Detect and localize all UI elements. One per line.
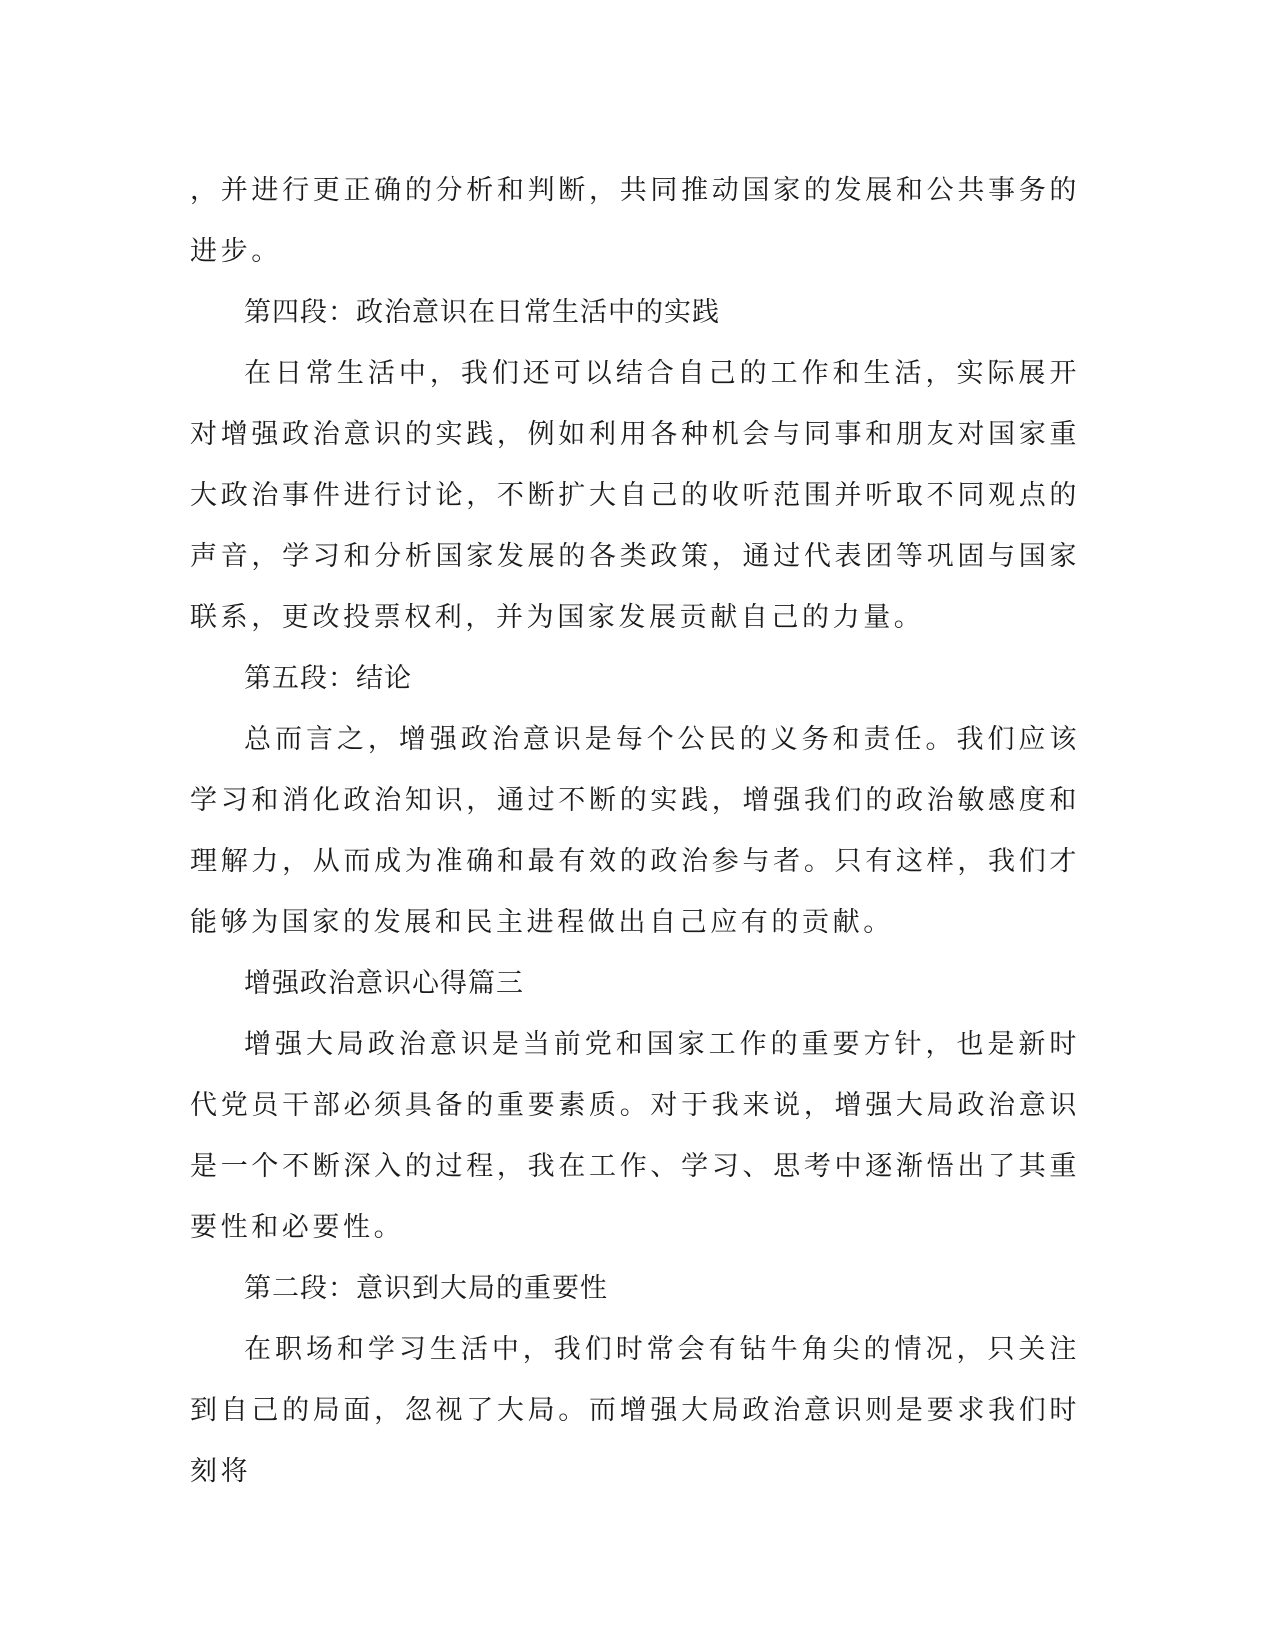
- section-heading-5: 第五段：结论: [244, 663, 412, 694]
- paragraph-intro-part-3: 增强大局政治意识是当前党和国家工作的重要方针，也是新时代党员干部必须具备的重要素质。对于我来说，增强大局政治意识是一个不断深入的过程，我在工作、学习、思考中逐渐悟出了其重要性和必要性。: [190, 1029, 1080, 1243]
- document-body: [190, 160, 1080, 1502]
- article-title-part-3: 增强政治意识心得篇三: [244, 968, 524, 999]
- section-heading-2: 第二段：意识到大局的重要性: [244, 1273, 608, 1304]
- paragraph-daily-practice: 在日常生活中，我们还可以结合自己的工作和生活，实际展开对增强政治意识的实践，例如利用各种机会与同事和朋友对国家重大政治事件进行讨论，不断扩大自己的收听范围并听取不同观点的声音，学习和分析国家发展的各类政策，通过代表团等巩固与国家联系，更改投票权利，并为国家发展贡献自己的力量。: [190, 358, 1080, 633]
- paragraph-big-picture: 在职场和学习生活中，我们时常会有钻牛角尖的情况，只关注到自己的局面，忽视了大局。而增强大局政治意识则是要求我们时刻将: [190, 1334, 1080, 1487]
- paragraph-conclusion: 总而言之，增强政治意识是每个公民的义务和责任。我们应该学习和消化政治知识，通过不断的实践，增强我们的政治敏感度和理解力，从而成为准确和最有效的政治参与者。只有这样，我们才能够为国家的发展和民主进程做出自己应有的贡献。: [190, 724, 1080, 938]
- paragraph-continuation: ，并进行更正确的分析和判断，共同推动国家的发展和公共事务的进步。: [190, 175, 1080, 267]
- section-heading-4: 第四段：政治意识在日常生活中的实践: [244, 297, 720, 328]
